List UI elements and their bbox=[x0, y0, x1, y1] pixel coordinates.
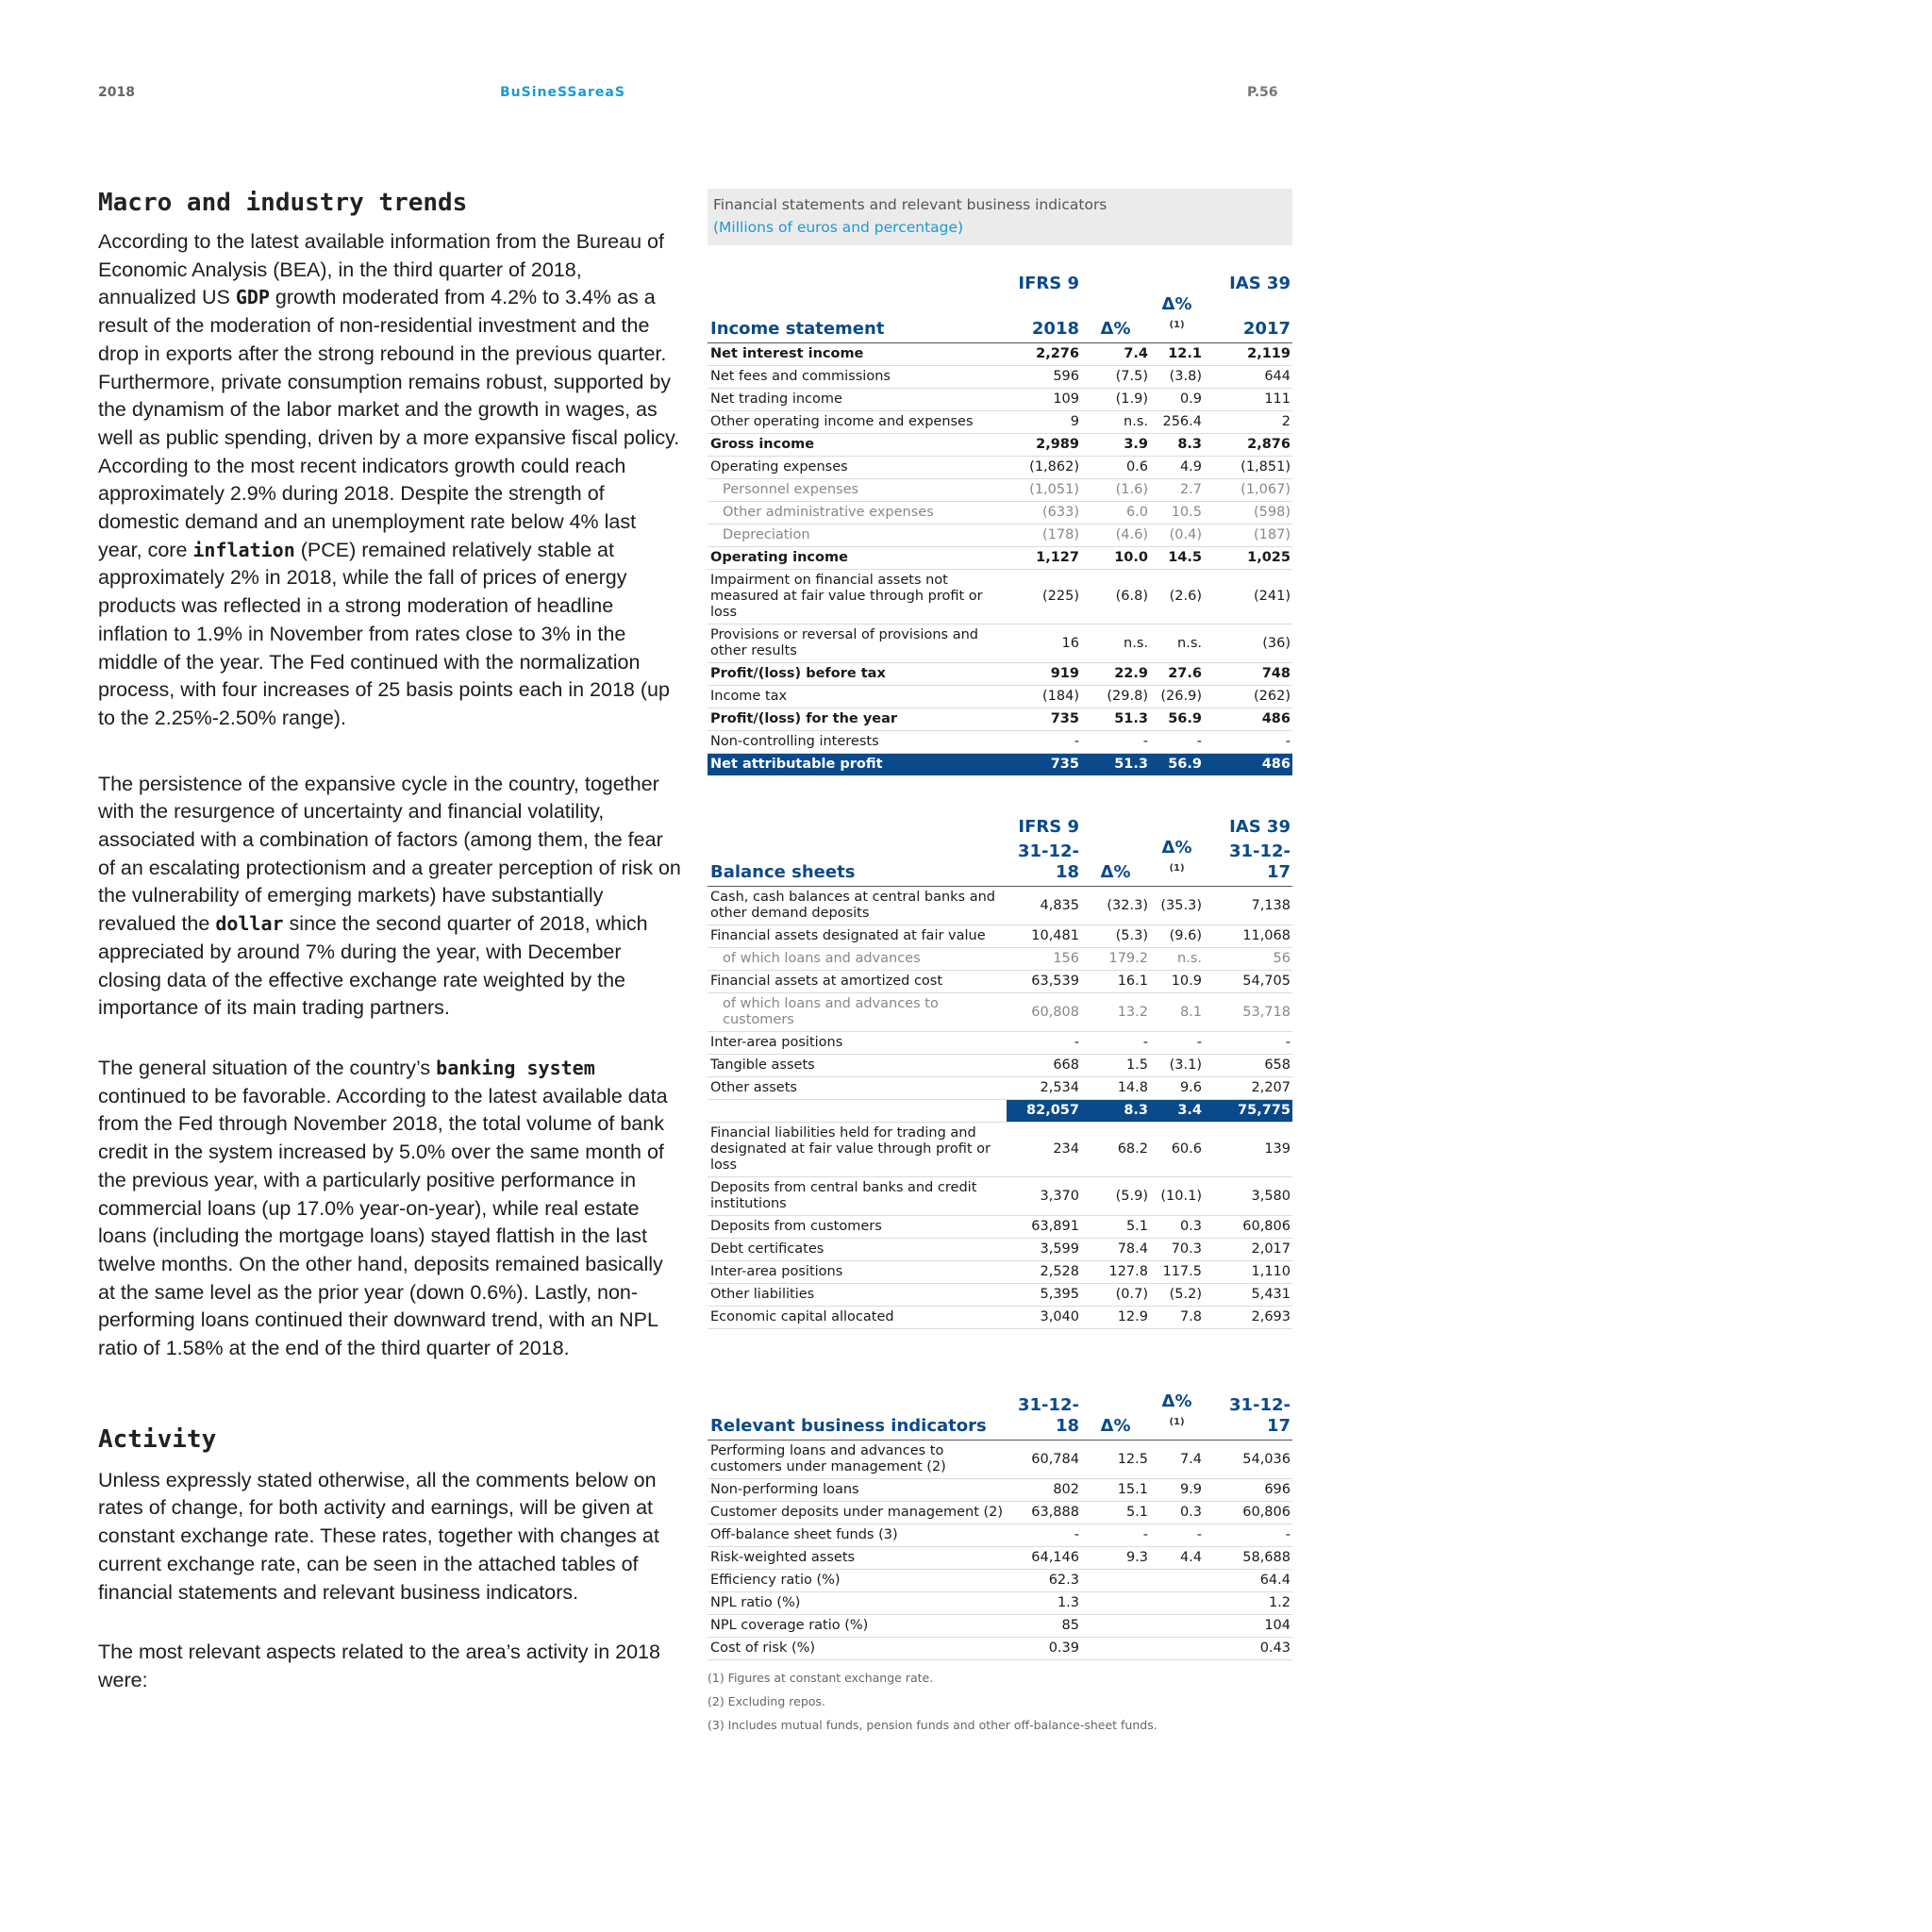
col-standard-ias39: IAS 39 bbox=[1229, 274, 1291, 293]
cell-value: 0.6 bbox=[1081, 457, 1150, 479]
cell-value: (4.6) bbox=[1081, 525, 1150, 547]
tables-title-box bbox=[708, 189, 1292, 245]
cell-value: (5.9) bbox=[1081, 1177, 1150, 1216]
tables-subtitle: (Millions of euros and percentage) bbox=[713, 219, 964, 236]
cell-value: 111 bbox=[1204, 389, 1292, 411]
cell-value: 16.1 bbox=[1081, 971, 1150, 993]
cell-value bbox=[1081, 1615, 1150, 1638]
table-row bbox=[708, 1570, 1292, 1592]
cell-value: 2,528 bbox=[1007, 1261, 1081, 1284]
cell-value: 75,775 bbox=[1204, 1100, 1292, 1123]
row-label: Debt certificates bbox=[708, 1239, 1007, 1261]
cell-value: 7.4 bbox=[1081, 343, 1150, 366]
cell-value: 22.9 bbox=[1081, 663, 1150, 686]
row-label: Profit/(loss) before tax bbox=[708, 663, 1007, 686]
cell-value bbox=[1150, 1638, 1204, 1660]
table-row bbox=[708, 663, 1292, 686]
table-title: Balance sheets bbox=[708, 838, 1007, 887]
cell-value: 9.6 bbox=[1150, 1077, 1204, 1100]
cell-value: 5.1 bbox=[1081, 1502, 1150, 1524]
cell-value: 117.5 bbox=[1150, 1261, 1204, 1284]
table-row bbox=[708, 1177, 1292, 1216]
cell-value: 1.3 bbox=[1007, 1592, 1081, 1615]
col-header: 31-12-18 bbox=[1007, 1391, 1081, 1441]
cell-value: (36) bbox=[1204, 625, 1292, 663]
table-row bbox=[708, 1284, 1292, 1307]
business-indicators-table bbox=[708, 1391, 1292, 1660]
cell-value: 60,806 bbox=[1204, 1502, 1292, 1524]
cell-value: 2,876 bbox=[1204, 434, 1292, 457]
cell-value: 63,891 bbox=[1007, 1216, 1081, 1239]
cell-value: (1,862) bbox=[1007, 457, 1081, 479]
cell-value: 10.0 bbox=[1081, 547, 1150, 570]
row-label: Financial liabilities held for trading and designated at fair value through profit or loss bbox=[708, 1123, 1007, 1177]
cell-value: 85 bbox=[1007, 1615, 1081, 1638]
cell-value: 486 bbox=[1204, 708, 1292, 731]
cell-value: 7.4 bbox=[1150, 1441, 1204, 1479]
row-label: NPL coverage ratio (%) bbox=[708, 1615, 1007, 1638]
cell-value: (187) bbox=[1204, 525, 1292, 547]
cell-value: - bbox=[1081, 1524, 1150, 1547]
cell-value: - bbox=[1204, 1524, 1292, 1547]
row-label: Operating expenses bbox=[708, 457, 1007, 479]
cell-value: 596 bbox=[1007, 366, 1081, 389]
cell-value: 0.43 bbox=[1204, 1638, 1292, 1660]
section-title: BuSineSSareaS bbox=[500, 85, 625, 100]
cell-value: 0.9 bbox=[1150, 389, 1204, 411]
cell-value: (1,067) bbox=[1204, 479, 1292, 502]
cell-value: 4,835 bbox=[1007, 887, 1081, 925]
cell-value: (262) bbox=[1204, 686, 1292, 708]
cell-value: 2,276 bbox=[1007, 343, 1081, 366]
cell-value: 3,580 bbox=[1204, 1177, 1292, 1216]
table-row bbox=[708, 1032, 1292, 1055]
cell-value: 1.2 bbox=[1204, 1592, 1292, 1615]
table-row bbox=[708, 625, 1292, 663]
cell-value: 12.1 bbox=[1150, 343, 1204, 366]
row-label: Inter-area positions bbox=[708, 1261, 1007, 1284]
cell-value: 78.4 bbox=[1081, 1239, 1150, 1261]
cell-value: 919 bbox=[1007, 663, 1081, 686]
cell-value: 12.5 bbox=[1081, 1441, 1150, 1479]
row-label: Off-balance sheet funds (3) bbox=[708, 1524, 1007, 1547]
table-row bbox=[708, 887, 1292, 925]
cell-value bbox=[1081, 1592, 1150, 1615]
cell-value: 3.4 bbox=[1150, 1100, 1204, 1123]
cell-value: 2,119 bbox=[1204, 343, 1292, 366]
cell-value: (29.8) bbox=[1081, 686, 1150, 708]
cell-value: 4.9 bbox=[1150, 457, 1204, 479]
cell-value: 5,395 bbox=[1007, 1284, 1081, 1307]
col-header: 31-12-18 bbox=[1007, 838, 1081, 887]
cell-value: (1,851) bbox=[1204, 457, 1292, 479]
cell-value: - bbox=[1007, 731, 1081, 754]
table-row bbox=[708, 1479, 1292, 1502]
report-year: 2018 bbox=[98, 85, 135, 100]
cell-value: 9.3 bbox=[1081, 1547, 1150, 1570]
cell-value: 1.5 bbox=[1081, 1055, 1150, 1077]
cell-value: 2,534 bbox=[1007, 1077, 1081, 1100]
paragraph-activity-1: Unless expressly stated otherwise, all the comments below on rates of change, for both activity and earnings, will be given at constant exchange rate. These rates, together with changes at current exchange rate, can be seen in the attached tables of financial statements and relevant business indicators. bbox=[98, 1468, 659, 1604]
row-label bbox=[708, 1100, 1007, 1123]
cell-value bbox=[1150, 1592, 1204, 1615]
cell-value: 2,017 bbox=[1204, 1239, 1292, 1261]
col-header: 31-12-17 bbox=[1204, 838, 1292, 887]
cell-value: 748 bbox=[1204, 663, 1292, 686]
cell-value: n.s. bbox=[1150, 948, 1204, 971]
col-standard-ifrs9: IFRS 9 bbox=[1018, 817, 1079, 837]
cell-value: 10.5 bbox=[1150, 502, 1204, 525]
cell-value: 9 bbox=[1007, 411, 1081, 434]
cell-value: 156 bbox=[1007, 948, 1081, 971]
cell-value: 0.3 bbox=[1150, 1216, 1204, 1239]
row-label: Deposits from customers bbox=[708, 1216, 1007, 1239]
cell-value: 9.9 bbox=[1150, 1479, 1204, 1502]
cell-value: 64,146 bbox=[1007, 1547, 1081, 1570]
row-label: Net trading income bbox=[708, 389, 1007, 411]
row-label: Income tax bbox=[708, 686, 1007, 708]
row-label: Impairment on financial assets not measured at fair value through profit or loss bbox=[708, 570, 1007, 625]
row-label: Operating income bbox=[708, 547, 1007, 570]
col-header: 2018 bbox=[1007, 294, 1081, 343]
cell-value: - bbox=[1081, 731, 1150, 754]
table-row bbox=[708, 502, 1292, 525]
cell-value: 8.3 bbox=[1150, 434, 1204, 457]
bold-keyword: inflation bbox=[192, 538, 295, 561]
cell-value: 54,705 bbox=[1204, 971, 1292, 993]
cell-value: 56 bbox=[1204, 948, 1292, 971]
cell-value: (633) bbox=[1007, 502, 1081, 525]
row-label: Other operating income and expenses bbox=[708, 411, 1007, 434]
footnote: (2) Excluding repos. bbox=[708, 1694, 825, 1708]
table-row bbox=[708, 1502, 1292, 1524]
cell-value: (32.3) bbox=[1081, 887, 1150, 925]
cell-value: 3,040 bbox=[1007, 1307, 1081, 1329]
cell-value: (2.6) bbox=[1150, 570, 1204, 625]
cell-value: 51.3 bbox=[1081, 708, 1150, 731]
cell-value: 0.39 bbox=[1007, 1638, 1081, 1660]
cell-value: (1.6) bbox=[1081, 479, 1150, 502]
cell-value: 104 bbox=[1204, 1615, 1292, 1638]
col-header: 2017 bbox=[1204, 294, 1292, 343]
table-row bbox=[708, 1123, 1292, 1177]
cell-value: 63,539 bbox=[1007, 971, 1081, 993]
cell-value: n.s. bbox=[1081, 411, 1150, 434]
table-row bbox=[708, 1638, 1292, 1660]
cell-value: 2 bbox=[1204, 411, 1292, 434]
row-label: Customer deposits under management (2) bbox=[708, 1502, 1007, 1524]
cell-value: 27.6 bbox=[1150, 663, 1204, 686]
row-label: Net interest income bbox=[708, 343, 1007, 366]
table-row bbox=[708, 525, 1292, 547]
cell-value: 63,888 bbox=[1007, 1502, 1081, 1524]
row-label: Cost of risk (%) bbox=[708, 1638, 1007, 1660]
cell-value: (5.2) bbox=[1150, 1284, 1204, 1307]
cell-value: 53,718 bbox=[1204, 993, 1292, 1032]
cell-value: 658 bbox=[1204, 1055, 1292, 1077]
cell-value: 54,036 bbox=[1204, 1441, 1292, 1479]
cell-value: 2.7 bbox=[1150, 479, 1204, 502]
cell-value: 234 bbox=[1007, 1123, 1081, 1177]
cell-value: (3.8) bbox=[1150, 366, 1204, 389]
cell-value: 2,207 bbox=[1204, 1077, 1292, 1100]
cell-value: (598) bbox=[1204, 502, 1292, 525]
cell-value: 5,431 bbox=[1204, 1284, 1292, 1307]
cell-value: 5.1 bbox=[1081, 1216, 1150, 1239]
col-header: Δ% bbox=[1081, 838, 1150, 887]
cell-value: (3.1) bbox=[1150, 1055, 1204, 1077]
cell-value: 60.6 bbox=[1150, 1123, 1204, 1177]
cell-value: 2,989 bbox=[1007, 434, 1081, 457]
cell-value: 60,784 bbox=[1007, 1441, 1081, 1479]
row-label: Risk-weighted assets bbox=[708, 1547, 1007, 1570]
table-row bbox=[708, 1524, 1292, 1547]
col-header: Δ% bbox=[1081, 294, 1150, 343]
cell-value: 3,370 bbox=[1007, 1177, 1081, 1216]
bold-keyword: dollar bbox=[215, 912, 284, 936]
bold-keyword: banking system bbox=[436, 1056, 595, 1079]
cell-value: (241) bbox=[1204, 570, 1292, 625]
cell-value: (178) bbox=[1007, 525, 1081, 547]
cell-value: 486 bbox=[1204, 754, 1292, 776]
cell-value bbox=[1081, 1570, 1150, 1592]
cell-value: 735 bbox=[1007, 754, 1081, 776]
cell-value: 56.9 bbox=[1150, 754, 1204, 776]
bold-keyword: GDP bbox=[235, 286, 270, 309]
row-label: Cash, cash balances at central banks and other demand deposits bbox=[708, 887, 1007, 925]
financial-tables-column bbox=[708, 189, 1292, 1737]
row-label: Efficiency ratio (%) bbox=[708, 1570, 1007, 1592]
cell-value: 10.9 bbox=[1150, 971, 1204, 993]
cell-value: 12.9 bbox=[1081, 1307, 1150, 1329]
cell-value: 256.4 bbox=[1150, 411, 1204, 434]
row-label: of which loans and advances to customers bbox=[708, 993, 1007, 1032]
cell-value: 2,693 bbox=[1204, 1307, 1292, 1329]
cell-value: (5.3) bbox=[1081, 925, 1150, 948]
cell-value: (184) bbox=[1007, 686, 1081, 708]
cell-value: 68.2 bbox=[1081, 1123, 1150, 1177]
cell-value: 127.8 bbox=[1081, 1261, 1150, 1284]
row-label: Other administrative expenses bbox=[708, 502, 1007, 525]
cell-value: 58,688 bbox=[1204, 1547, 1292, 1570]
table-row bbox=[708, 1615, 1292, 1638]
cell-value: (225) bbox=[1007, 570, 1081, 625]
cell-value: 14.8 bbox=[1081, 1077, 1150, 1100]
row-label: Other liabilities bbox=[708, 1284, 1007, 1307]
table-row bbox=[708, 1077, 1292, 1100]
cell-value: 60,806 bbox=[1204, 1216, 1292, 1239]
cell-value: 735 bbox=[1007, 708, 1081, 731]
table-row bbox=[708, 343, 1292, 366]
row-label: Financial assets designated at fair value bbox=[708, 925, 1007, 948]
cell-value: 8.1 bbox=[1150, 993, 1204, 1032]
table-row bbox=[708, 411, 1292, 434]
table-row bbox=[708, 366, 1292, 389]
row-label: Depreciation bbox=[708, 525, 1007, 547]
cell-value: 139 bbox=[1204, 1123, 1292, 1177]
col-standard-ias39: IAS 39 bbox=[1229, 817, 1291, 837]
cell-value: 1,110 bbox=[1204, 1261, 1292, 1284]
heading-activity: Activity bbox=[98, 1424, 217, 1454]
cell-value: 7.8 bbox=[1150, 1307, 1204, 1329]
table-row bbox=[708, 708, 1292, 731]
paragraph-activity-2: The most relevant aspects related to the area’s activity in 2018 were: bbox=[98, 1641, 660, 1691]
row-label: Net attributable profit bbox=[708, 754, 1007, 776]
table-row bbox=[708, 1100, 1292, 1123]
col-header: Δ% $^{(1)}$ bbox=[1150, 1391, 1204, 1441]
cell-value: n.s. bbox=[1081, 625, 1150, 663]
cell-value: 1,025 bbox=[1204, 547, 1292, 570]
table-row bbox=[708, 971, 1292, 993]
cell-value: (1.9) bbox=[1081, 389, 1150, 411]
table-title: Income statement bbox=[708, 294, 1007, 343]
cell-value: 13.2 bbox=[1081, 993, 1150, 1032]
paragraph-macro-1: According to the latest available information from the Bureau of Economic Analysis (BEA), in the third quarter of 2018, annualized US GDP growth moderated from 4.2% to 3.4% as a result of the moderation of non-residential investment and the drop in exports after the strong rebound in the previous quarter. Furthermore, private consumption remains robust, supported by the dynamism of the labor market and the growth in wages, as well as public spending, driven by a more expansive fiscal policy. According to the most recent indicators growth could reach approximately 2.9% during 2018. Despite the strength of domestic demand and an unemployment rate below 4% last year, core inflation (PCE) remained relatively stable at approximately 2% in 2018, while the fall of prices of energy products was reflected in a strong moderation of headline inflation to 1.9% in November from rates close to 3% in the middle of the year. The Fed continued with the normalization process, with four increases of 25 basis points each in 2018 (up to the 2.25%-2.50% range). bbox=[98, 230, 680, 729]
cell-value: 4.4 bbox=[1150, 1547, 1204, 1570]
footnote: (1) Figures at constant exchange rate. bbox=[708, 1671, 934, 1685]
row-label: Gross income bbox=[708, 434, 1007, 457]
row-label: Other assets bbox=[708, 1077, 1007, 1100]
cell-value: 7,138 bbox=[1204, 887, 1292, 925]
cell-value: 696 bbox=[1204, 1479, 1292, 1502]
row-label: NPL ratio (%) bbox=[708, 1592, 1007, 1615]
table-row bbox=[708, 547, 1292, 570]
table-row bbox=[708, 948, 1292, 971]
cell-value: 16 bbox=[1007, 625, 1081, 663]
cell-value: 668 bbox=[1007, 1055, 1081, 1077]
cell-value: (7.5) bbox=[1081, 366, 1150, 389]
cell-value: 0.3 bbox=[1150, 1502, 1204, 1524]
row-label: Financial assets at amortized cost bbox=[708, 971, 1007, 993]
cell-value: - bbox=[1204, 1032, 1292, 1055]
cell-value: 8.3 bbox=[1081, 1100, 1150, 1123]
col-header: 31-12-17 bbox=[1204, 1391, 1292, 1441]
cell-value: 109 bbox=[1007, 389, 1081, 411]
income-statement-table bbox=[708, 274, 1292, 775]
cell-value: (1,051) bbox=[1007, 479, 1081, 502]
cell-value: - bbox=[1007, 1032, 1081, 1055]
footnotes bbox=[708, 1666, 1292, 1737]
row-label: Profit/(loss) for the year bbox=[708, 708, 1007, 731]
row-label: Non-performing loans bbox=[708, 1479, 1007, 1502]
cell-value: (9.6) bbox=[1150, 925, 1204, 948]
cell-value: n.s. bbox=[1150, 625, 1204, 663]
cell-value: (35.3) bbox=[1150, 887, 1204, 925]
row-label: Non-controlling interests bbox=[708, 731, 1007, 754]
row-label: Net fees and commissions bbox=[708, 366, 1007, 389]
cell-value bbox=[1081, 1638, 1150, 1660]
row-label: Deposits from central banks and credit institutions bbox=[708, 1177, 1007, 1216]
cell-value: (6.8) bbox=[1081, 570, 1150, 625]
table-row bbox=[708, 1592, 1292, 1615]
table-row bbox=[708, 1216, 1292, 1239]
cell-value: 10,481 bbox=[1007, 925, 1081, 948]
col-standard-ifrs9: IFRS 9 bbox=[1018, 274, 1079, 293]
cell-value: - bbox=[1204, 731, 1292, 754]
table-row bbox=[708, 434, 1292, 457]
cell-value: 11,068 bbox=[1204, 925, 1292, 948]
cell-value: 3.9 bbox=[1081, 434, 1150, 457]
col-header: Δ% $^{(1)}$ bbox=[1150, 294, 1204, 343]
row-label: Economic capital allocated bbox=[708, 1307, 1007, 1329]
table-row bbox=[708, 1441, 1292, 1479]
table-row bbox=[708, 479, 1292, 502]
cell-value: 51.3 bbox=[1081, 754, 1150, 776]
cell-value: - bbox=[1150, 1524, 1204, 1547]
heading-macro: Macro and industry trends bbox=[98, 189, 468, 217]
table-row bbox=[708, 1547, 1292, 1570]
table-row bbox=[708, 925, 1292, 948]
cell-value: (0.4) bbox=[1150, 525, 1204, 547]
body-text-column bbox=[98, 189, 683, 1695]
cell-value: - bbox=[1150, 1032, 1204, 1055]
row-label: of which loans and advances bbox=[708, 948, 1007, 971]
cell-value: 64.4 bbox=[1204, 1570, 1292, 1592]
cell-value: (26.9) bbox=[1150, 686, 1204, 708]
cell-value: 60,808 bbox=[1007, 993, 1081, 1032]
cell-value: 644 bbox=[1204, 366, 1292, 389]
cell-value: 1,127 bbox=[1007, 547, 1081, 570]
cell-value: - bbox=[1150, 731, 1204, 754]
row-label: Inter-area positions bbox=[708, 1032, 1007, 1055]
cell-value: 6.0 bbox=[1081, 502, 1150, 525]
cell-value: 14.5 bbox=[1150, 547, 1204, 570]
page-number: P.56 bbox=[1247, 85, 1278, 100]
cell-value: 70.3 bbox=[1150, 1239, 1204, 1261]
cell-value: - bbox=[1081, 1032, 1150, 1055]
paragraph-macro-2: The persistence of the expansive cycle in the country, together with the resurgence of uncertainty and financial volatility, associated with a combination of factors (among them, the fear of an escalating protectionism and a greater perception of risk on the vulnerability of emerging markets) have substantially revalued the dollar since the second quarter of 2018, which appreciated by around 7% during the year, with December closing data of the effective exchange rate weighted by the importance of its main trading partners. bbox=[98, 772, 681, 1020]
table-row bbox=[708, 1055, 1292, 1077]
col-header: Δ% $^{(1)}$ bbox=[1150, 838, 1204, 887]
cell-value: 62.3 bbox=[1007, 1570, 1081, 1592]
table-row bbox=[708, 570, 1292, 625]
table-row bbox=[708, 731, 1292, 754]
table-row bbox=[708, 1261, 1292, 1284]
cell-value: 82,057 bbox=[1007, 1100, 1081, 1123]
row-label: Performing loans and advances to customers under management (2) bbox=[708, 1441, 1007, 1479]
cell-value: 179.2 bbox=[1081, 948, 1150, 971]
table-row bbox=[708, 754, 1292, 776]
table-row bbox=[708, 993, 1292, 1032]
footnote: (3) Includes mutual funds, pension funds and other off-balance-sheet funds. bbox=[708, 1718, 1158, 1732]
cell-value bbox=[1150, 1615, 1204, 1638]
cell-value: 3,599 bbox=[1007, 1239, 1081, 1261]
cell-value: 802 bbox=[1007, 1479, 1081, 1502]
cell-value: - bbox=[1007, 1524, 1081, 1547]
cell-value: (10.1) bbox=[1150, 1177, 1204, 1216]
row-label: Provisions or reversal of provisions and other results bbox=[708, 625, 1007, 663]
table-row bbox=[708, 389, 1292, 411]
cell-value: 15.1 bbox=[1081, 1479, 1150, 1502]
cell-value: (0.7) bbox=[1081, 1284, 1150, 1307]
col-header: Δ% bbox=[1081, 1391, 1150, 1441]
row-label: Personnel expenses bbox=[708, 479, 1007, 502]
row-label: Tangible assets bbox=[708, 1055, 1007, 1077]
cell-value: 56.9 bbox=[1150, 708, 1204, 731]
cell-value bbox=[1150, 1570, 1204, 1592]
table-row bbox=[708, 686, 1292, 708]
table-row bbox=[708, 1239, 1292, 1261]
table-title: Relevant business indicators bbox=[708, 1391, 1007, 1441]
balance-sheet-table bbox=[708, 817, 1292, 1329]
table-row bbox=[708, 1307, 1292, 1329]
paragraph-macro-3: The general situation of the country’s banking system continued to be favorable. According to the latest available data from the Fed through November 2018, the total volume of bank credit in the system increased by 5.0% over the same month of the previous year, with a particularly positive performance in commercial loans (up 17.0% year-on-year), while real estate loans (including the mortgage loans) stayed flattish in the last twelve months. On the other hand, deposits remained basically at the same level as the prior year (down 0.6%). Lastly, non-performing loans continued their downward trend, with an NPL ratio of 1.58% at the end of the third quarter of 2018. bbox=[98, 1056, 668, 1360]
table-row bbox=[708, 457, 1292, 479]
tables-title: Financial statements and relevant business indicators bbox=[713, 196, 1108, 213]
